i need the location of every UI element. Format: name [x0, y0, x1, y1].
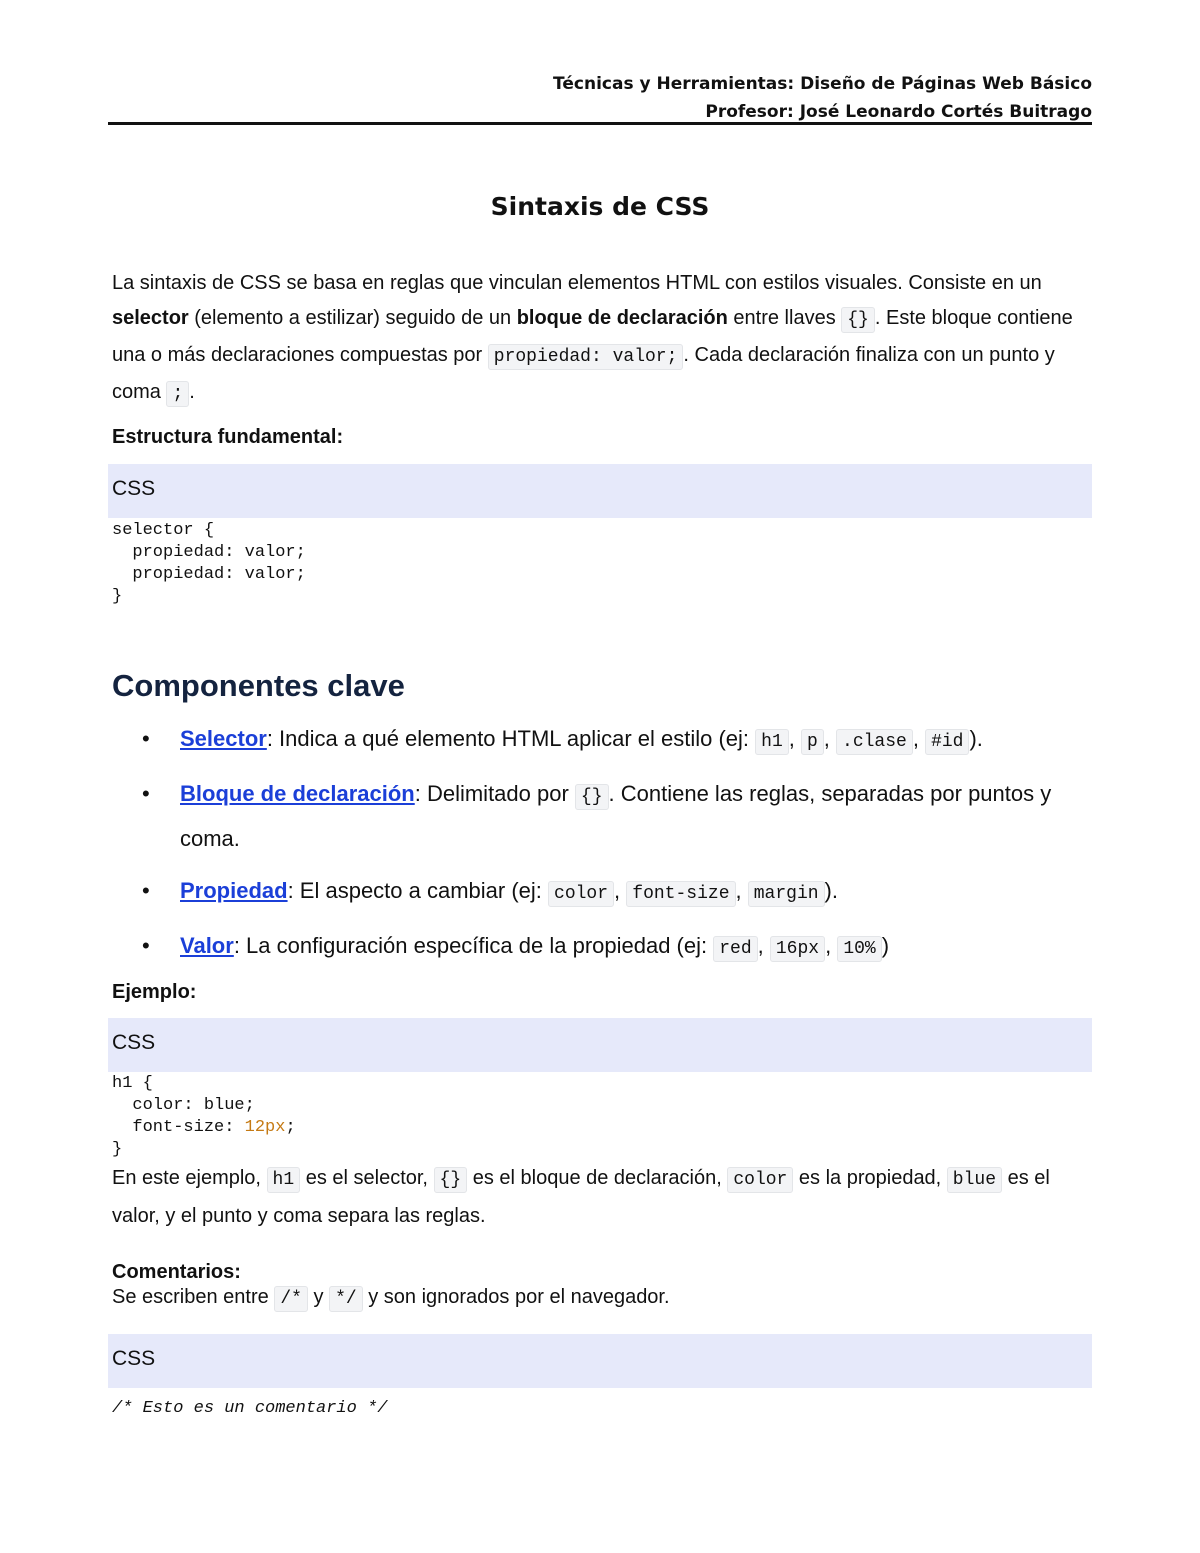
explain-text: es el selector, — [300, 1167, 434, 1189]
inline-code: 16px — [770, 936, 825, 962]
code-language-label: CSS — [112, 477, 156, 500]
inline-code: red — [713, 936, 757, 962]
inline-code: {} — [841, 307, 875, 333]
example-code-header — [108, 1018, 1092, 1072]
code-number: 12 — [244, 1118, 266, 1137]
component-item — [112, 870, 1072, 915]
example-label: Ejemplo: — [112, 981, 197, 1003]
inline-code: {} — [434, 1167, 468, 1193]
separator: , — [757, 933, 770, 958]
comments-label: Comentarios: — [112, 1261, 241, 1283]
explain-text: es el valor, y el punto y coma separa las reglas. — [112, 1167, 1050, 1227]
code-line: h1 { — [112, 1074, 153, 1093]
separator: , — [825, 933, 838, 958]
component-description: : La configuración específica de la propiedad (ej: — [233, 933, 714, 958]
component-item — [112, 773, 1072, 860]
bullet-icon: • — [142, 933, 150, 958]
component-description: : El aspecto a cambiar (ej: — [287, 878, 549, 903]
component-description: : Indica a qué elemento HTML aplicar el estilo (ej: — [266, 726, 756, 751]
comments-code-block: /* Esto es un comentario */ — [112, 1399, 388, 1418]
component-description-end: ). — [969, 726, 983, 751]
component-item — [112, 925, 1072, 970]
header-divider — [108, 122, 1092, 125]
structure-label: Estructura fundamental: — [112, 426, 344, 448]
component-description-end: ) — [881, 933, 890, 958]
example-explanation — [112, 1160, 1097, 1234]
code-line: font-size: — [112, 1118, 245, 1137]
intro-text: . Cada declaración finaliza con un punto y coma — [112, 344, 1055, 403]
separator: , — [912, 726, 926, 751]
intro-text: . Este bloque contiene una o más declaraciones compuestas por — [112, 307, 1073, 366]
structure-code-block: selector { propiedad: valor; propiedad: valor; } — [112, 521, 306, 606]
code-language-label: CSS — [112, 1031, 156, 1054]
separator: , — [823, 726, 837, 751]
component-term-link[interactable]: Bloque de declaración — [180, 781, 415, 806]
components-heading: Componentes clave — [112, 668, 405, 703]
intro-bold-selector: selector — [112, 307, 189, 329]
code-punct: ; — [285, 1118, 296, 1137]
intro-paragraph — [112, 266, 1097, 412]
comments-code-header — [108, 1334, 1092, 1388]
page-header — [108, 70, 1092, 126]
explain-text: es la propiedad, — [793, 1167, 947, 1189]
component-term-link[interactable]: Selector — [180, 726, 267, 751]
inline-code: {} — [575, 784, 609, 810]
comments-text: y — [307, 1286, 330, 1308]
bullet-icon: • — [142, 781, 150, 806]
separator: , — [614, 878, 627, 903]
component-description-end: . Contiene las reglas, separadas por puntos y coma. — [180, 781, 1052, 851]
inline-code: */ — [329, 1286, 363, 1312]
code-line: color: blue; — [112, 1096, 255, 1115]
inline-code: color — [548, 881, 614, 907]
component-term-link[interactable]: Valor — [180, 933, 234, 958]
component-description-end: ). — [824, 878, 838, 903]
separator: , — [788, 726, 801, 751]
inline-code: #id — [925, 729, 969, 755]
comments-text: Se escriben entre — [112, 1286, 275, 1308]
comments-description — [112, 1286, 1097, 1309]
document-title: Sintaxis de CSS — [490, 192, 710, 221]
explain-text: En este ejemplo, — [112, 1167, 267, 1189]
component-item — [112, 718, 1072, 763]
intro-text: (elemento a estilizar) seguido de un — [188, 307, 517, 329]
intro-text: . — [189, 381, 195, 403]
inline-code: h1 — [267, 1167, 301, 1193]
inline-code: color — [727, 1167, 793, 1193]
intro-text: entre llaves — [727, 307, 842, 329]
separator: , — [735, 878, 748, 903]
inline-code: /* — [274, 1286, 308, 1312]
bullet-icon: • — [142, 726, 150, 751]
code-unit: px — [265, 1118, 286, 1137]
intro-text: La sintaxis de CSS se basa en reglas que vinculan elementos HTML con estilos visuales. Consiste en un — [112, 272, 1042, 294]
inline-code: font-size — [626, 881, 735, 907]
example-code-block — [112, 1073, 296, 1161]
explain-text: es el bloque de declaración, — [467, 1167, 728, 1189]
inline-code: 10% — [837, 936, 881, 962]
inline-code: propiedad: valor; — [488, 344, 684, 370]
inline-code: blue — [947, 1167, 1002, 1193]
inline-code: .clase — [836, 729, 913, 755]
professor-name: Profesor: José Leonardo Cortés Buitrago — [705, 102, 1092, 122]
bullet-icon: • — [142, 878, 150, 903]
inline-code: p — [801, 729, 824, 755]
comments-text: y son ignorados por el navegador. — [362, 1286, 670, 1308]
code-line: } — [112, 1140, 123, 1159]
code-language-label: CSS — [112, 1347, 156, 1370]
component-description: : Delimitado por — [414, 781, 575, 806]
inline-code: ; — [166, 381, 189, 407]
intro-bold-declaration-block: bloque de declaración — [516, 307, 728, 329]
component-term-link[interactable]: Propiedad — [180, 878, 288, 903]
course-title: Técnicas y Herramientas: Diseño de Páginas Web Básico — [553, 74, 1092, 94]
inline-code: h1 — [755, 729, 789, 755]
structure-code-header — [108, 464, 1092, 518]
inline-code: margin — [748, 881, 825, 907]
components-list — [112, 718, 1072, 980]
